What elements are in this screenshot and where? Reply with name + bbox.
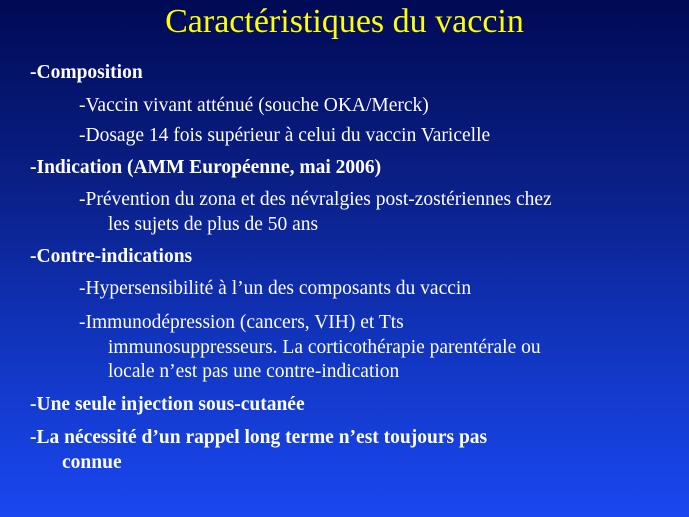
bullet-composition-dosage: -Dosage 14 fois supérieur à celui du vaccin Varicelle [79,125,491,146]
bullet-contraindication-hypersensitivity: -Hypersensibilité à l’un des composants du vaccin [79,278,472,299]
bullet-contraindication-immunodepression-line3: locale n’est pas une contre-indication [108,361,400,382]
section-heading-indication: -Indication (AMM Européenne, mai 2006) [30,157,382,178]
section-heading-contraindications: -Contre-indications [30,246,193,267]
slide-title: Caractéristiques du vaccin [165,3,524,40]
bullet-indication-prevention-line1: -Prévention du zona et des névralgies post-zostériennes chez [79,189,552,210]
bullet-composition-vaccine: -Vaccin vivant atténué (souche OKA/Merck) [79,95,429,116]
bullet-indication-prevention-line2: les sujets de plus de 50 ans [108,214,319,235]
section-heading-composition: -Composition [30,62,143,83]
section-heading-booster-line1: -La nécessité d’un rappel long terme n’est toujours pas [30,427,488,448]
section-heading-booster-line2: connue [62,452,122,473]
section-heading-single-injection: -Une seule injection sous-cutanée [30,394,305,415]
bullet-contraindication-immunodepression-line2: immunosuppresseurs. La corticothérapie parentérale ou [108,337,541,358]
bullet-contraindication-immunodepression-line1: -Immunodépression (cancers, VIH) et Tts [79,312,404,333]
